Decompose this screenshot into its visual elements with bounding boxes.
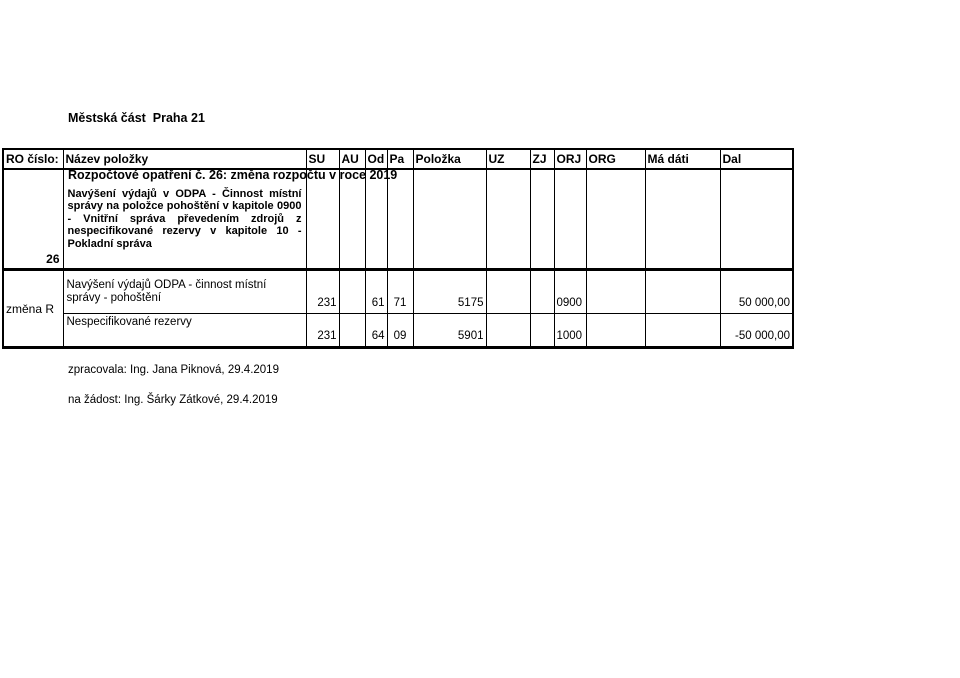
col-header-ma-dati: Má dáti: [645, 149, 720, 169]
summary-orj-cell: [554, 169, 586, 270]
entry1-zj-cell: [530, 270, 554, 314]
col-header-org: ORG: [586, 149, 645, 169]
col-header-dal: Dal: [720, 149, 793, 169]
org-title: Městská část Praha 21: [68, 111, 205, 125]
requested-by-line: na žádost: Ing. Šárky Zátkové, 29.4.2019: [68, 394, 278, 406]
entry2-pa-cell: 09: [387, 314, 413, 348]
entry1-pa-cell: 71: [387, 270, 413, 314]
col-header-pa: Pa: [387, 149, 413, 169]
summary-description-cell: Navýšení výdajů v ODPA - Činnost místní správy na položce pohoštění v kapitole 0900 - Vnitřní správa převedením zdrojů z nespecifikované rezervy v kapitole 10 - Pokladní správa: [63, 169, 306, 270]
entry1-dal-cell: 50 000,00: [720, 270, 793, 314]
summary-au-cell: [339, 169, 365, 270]
col-header-polozka: Položka: [413, 149, 486, 169]
col-header-orj: ORJ: [554, 149, 586, 169]
summary-su-cell: [306, 169, 339, 270]
entry1-od-cell: 61: [365, 270, 387, 314]
entry1-su-cell: 231: [306, 270, 339, 314]
document-subject-title: Rozpočtové opatření č. 26: změna rozpočtu v roce 2019: [68, 168, 398, 182]
entry1-orj-cell: 0900: [554, 270, 586, 314]
col-header-nazev-polozky: Název položky: [63, 149, 306, 169]
summary-dal-cell: [720, 169, 793, 270]
entry1-ma-dati-cell: [645, 270, 720, 314]
entry2-org-cell: [586, 314, 645, 348]
entry2-name-cell: Nespecifikované rezervy: [63, 314, 306, 348]
entry2-au-cell: [339, 314, 365, 348]
col-header-uz: UZ: [486, 149, 530, 169]
change-type-cell: změna R: [3, 270, 63, 348]
entry2-zj-cell: [530, 314, 554, 348]
table-header-row: [3, 149, 793, 169]
summary-od-cell: [365, 169, 387, 270]
col-header-ro-cislo: RO číslo:: [3, 149, 63, 169]
entry2-uz-cell: [486, 314, 530, 348]
summary-pa-cell: [387, 169, 413, 270]
entry2-ma-dati-cell: [645, 314, 720, 348]
summary-row: [3, 169, 793, 270]
entry1-au-cell: [339, 270, 365, 314]
entry1-polozka-cell: 5175: [413, 270, 486, 314]
col-header-od: Od: [365, 149, 387, 169]
budget-measure-table: [2, 148, 794, 349]
entry1-uz-cell: [486, 270, 530, 314]
summary-org-cell: [586, 169, 645, 270]
entry2-polozka-cell: 5901: [413, 314, 486, 348]
entry2-dal-cell: -50 000,00: [720, 314, 793, 348]
entry-row-1: [3, 270, 793, 314]
summary-polozka-cell: [413, 169, 486, 270]
entry-row-2: [3, 314, 793, 348]
summary-zj-cell: [530, 169, 554, 270]
entry2-od-cell: 64: [365, 314, 387, 348]
signature-block: [68, 364, 279, 407]
prepared-by-line: zpracovala: Ing. Jana Piknová, 29.4.2019: [68, 364, 279, 376]
entry1-name-cell: Navýšení výdajů ODPA - činnost místní správy - pohoštění: [63, 270, 306, 314]
col-header-zj: ZJ: [530, 149, 554, 169]
entry2-orj-cell: 1000: [554, 314, 586, 348]
summary-ma-dati-cell: [645, 169, 720, 270]
summary-uz-cell: [486, 169, 530, 270]
ro-number-cell: 26: [3, 169, 63, 270]
col-header-au: AU: [339, 149, 365, 169]
col-header-su: SU: [306, 149, 339, 169]
entry2-su-cell: 231: [306, 314, 339, 348]
entry1-org-cell: [586, 270, 645, 314]
